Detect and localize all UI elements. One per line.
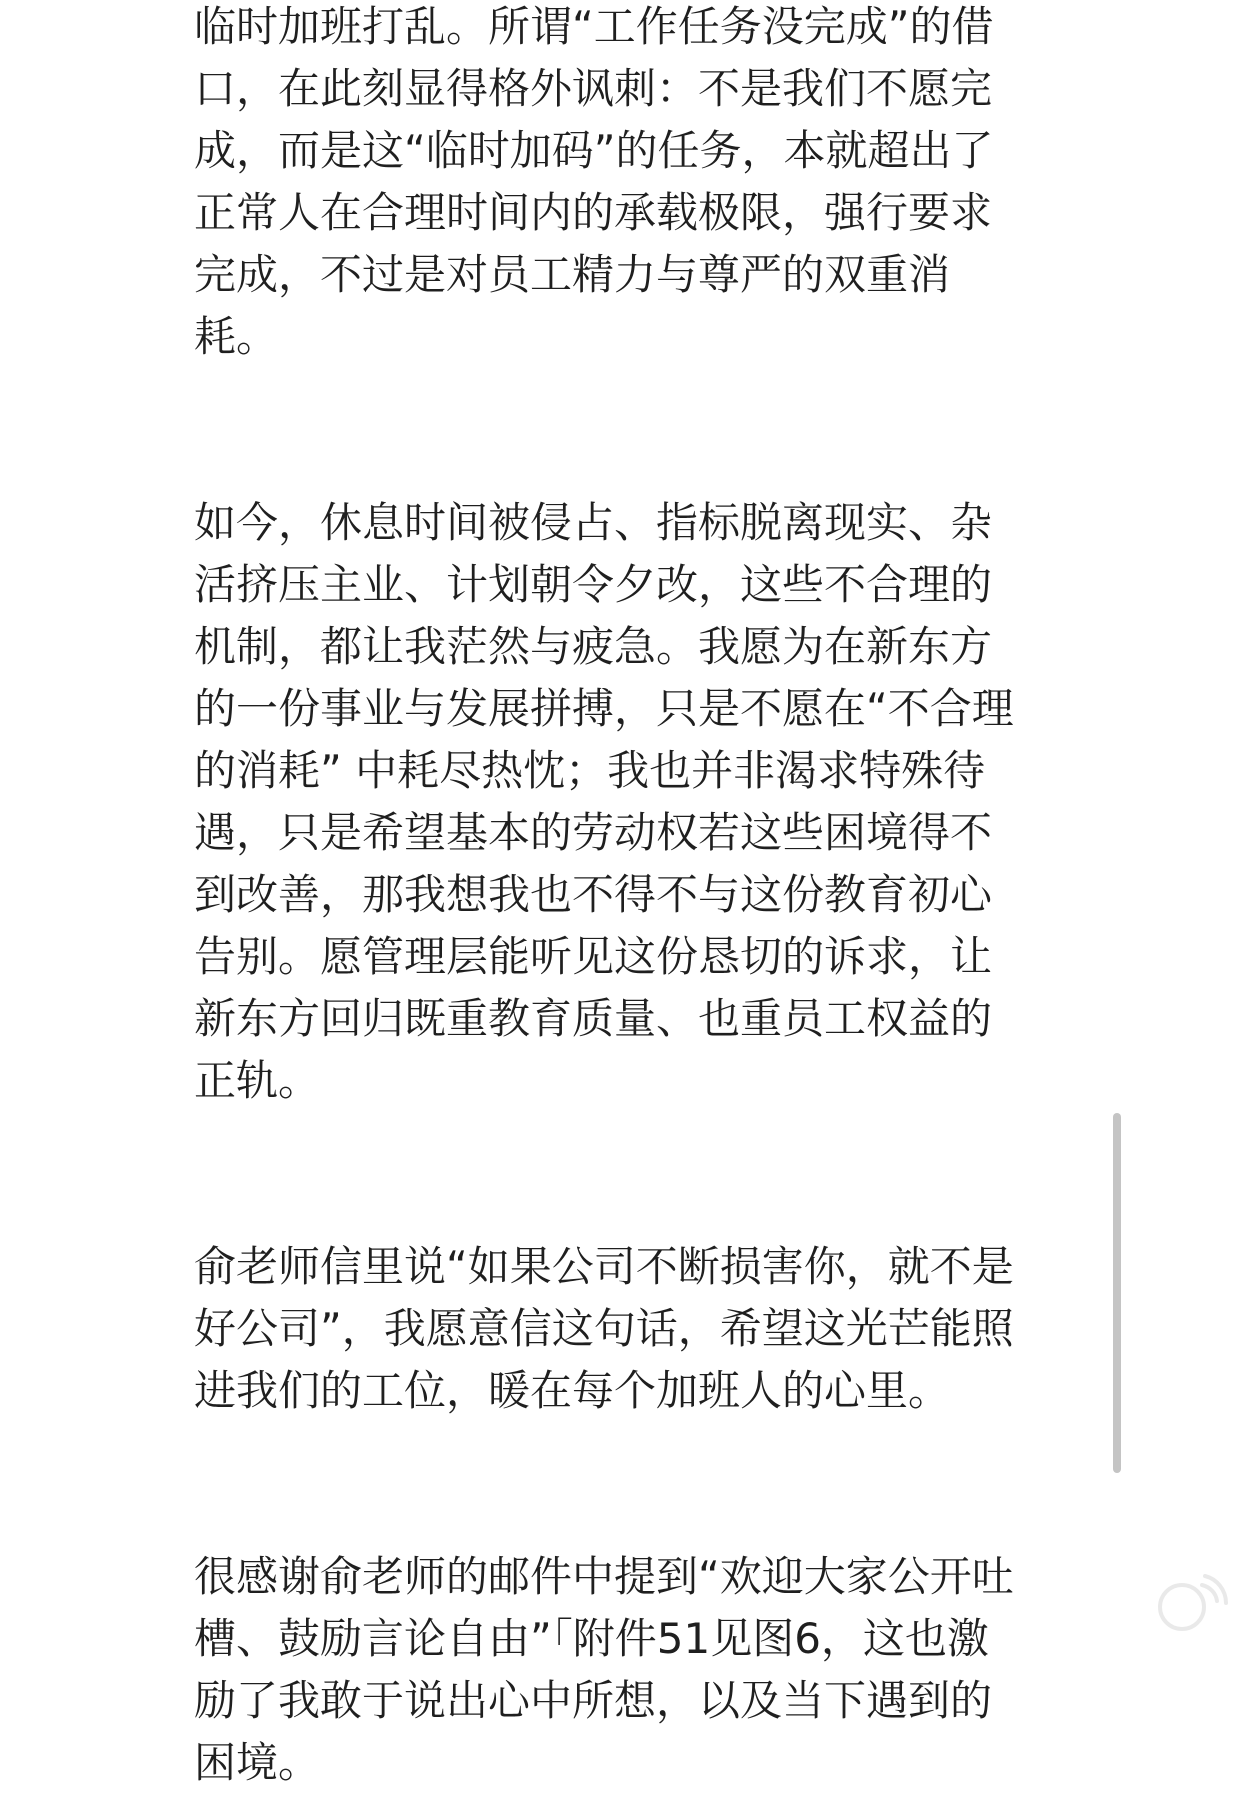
paragraph-spacer <box>194 1112 1074 1236</box>
paragraph-spacer <box>194 1422 1074 1546</box>
article-body <box>194 0 1074 1794</box>
text-line: 的消耗” 中耗尽热忱；我也并非渴求特殊待 <box>194 746 986 795</box>
text-line: 完成，不过是对员工精力与尊严的双重消 <box>194 250 951 299</box>
text-line: 好公司”，我愿意信这句话，希望这光芒能照 <box>194 1304 1014 1353</box>
text-line: 遇，只是希望基本的劳动权若这些困境得不 <box>194 808 993 857</box>
paragraph <box>194 492 1074 1112</box>
text-line: 俞老师信里说“如果公司不断损害你，就不是 <box>194 1242 1014 1291</box>
text-line: 耗。 <box>194 312 279 361</box>
paragraph-spacer <box>194 368 1074 492</box>
text-line: 正轨。 <box>194 1056 321 1105</box>
text-line: 新东方回归既重教育质量、也重员工权益的 <box>194 994 993 1043</box>
text-line: 励了我敢于说出心中所想，以及当下遇到的 <box>194 1676 993 1725</box>
vertical-scrollbar[interactable] <box>1113 1113 1121 1473</box>
text-line: 进我们的工位，暖在每个加班人的心里。 <box>194 1366 951 1415</box>
text-line: 到改善，那我想我也不得不与这份教育初心 <box>194 870 993 919</box>
weibo-watermark-icon <box>1150 1563 1228 1643</box>
text-line: 口，在此刻显得格外讽刺：不是我们不愿完 <box>194 64 993 113</box>
text-line: 告别。愿管理层能听见这份恳切的诉求，让 <box>194 932 993 981</box>
text-line: 槽、鼓励言论自由”「附件51见图6，这也激 <box>194 1614 989 1663</box>
text-line: 临时加班打乱。所谓“工作任务没完成”的借 <box>194 2 994 51</box>
text-line: 如今，休息时间被侵占、指标脱离现实、杂 <box>194 498 993 547</box>
text-line: 的一份事业与发展拼搏，只是不愿在“不合理 <box>194 684 1014 733</box>
text-line: 成，而是这“临时加码”的任务，本就超出了 <box>194 126 994 175</box>
paragraph <box>194 1236 1074 1422</box>
text-line: 正常人在合理时间内的承载极限，强行要求 <box>194 188 993 237</box>
text-line: 很感谢俞老师的邮件中提到“欢迎大家公开吐 <box>194 1552 1014 1601</box>
text-line: 困境。 <box>194 1738 321 1787</box>
text-line: 机制，都让我茫然与疲急。我愿为在新东方 <box>194 622 993 671</box>
scrollbar-thumb[interactable] <box>1113 1113 1121 1473</box>
paragraph <box>194 0 1074 368</box>
paragraph <box>194 1546 1074 1794</box>
text-line: 活挤压主业、计划朝令夕改，这些不合理的 <box>194 560 993 609</box>
